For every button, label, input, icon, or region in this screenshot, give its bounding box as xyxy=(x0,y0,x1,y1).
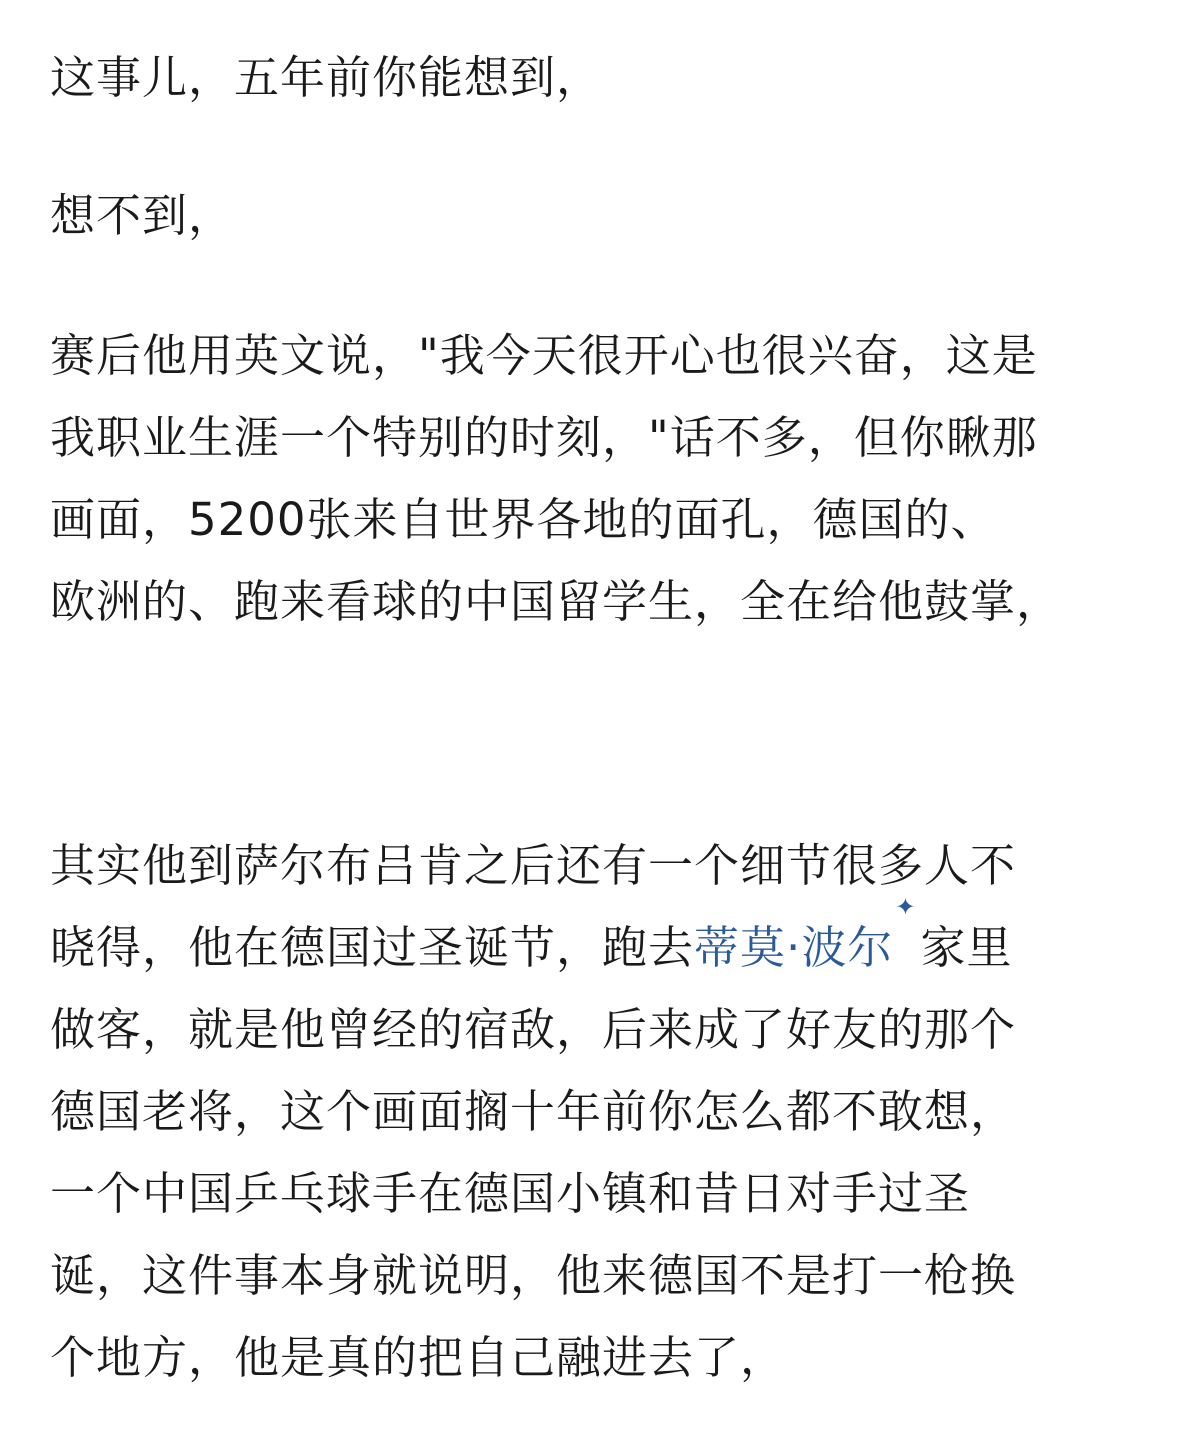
paragraph-3 xyxy=(50,315,1160,643)
paragraph-4 xyxy=(50,825,1160,1399)
paragraph-line: 欧洲的、跑来看球的中国留学生，全在给他鼓掌， xyxy=(50,575,1063,628)
paragraph-line: 个地方，他是真的把自己融进去了， xyxy=(50,1331,787,1384)
paragraph-line: 其实他到萨尔布吕肯之后还有一个细节很多人不 xyxy=(50,839,1017,892)
paragraph-line: 德国老将，这个画面搁十年前你怎么都不敢想， xyxy=(50,1085,1017,1138)
line-text-after-link: 家里 xyxy=(920,921,1013,974)
paragraph-line: 画面，5200张来自世界各地的面孔，德国的、 xyxy=(50,493,997,546)
line-text-before-link: 晓得，他在德国过圣诞节，跑去 xyxy=(50,921,695,974)
paragraph-line-with-link xyxy=(50,893,1160,989)
paragraph-line: 我职业生涯一个特别的时刻，"话不多，但你瞅那 xyxy=(50,411,1038,464)
sparkle-icon[interactable]: ✦ xyxy=(895,893,917,921)
entity-link-timo-boll[interactable]: 蒂莫·波尔 xyxy=(694,921,894,974)
paragraph-line: 想不到， xyxy=(50,189,235,242)
paragraph-line: 赛后他用英文说，"我今天很开心也很兴奋，这是 xyxy=(50,329,1038,382)
paragraph-line: 诞，这件事本身就说明，他来德国不是打一枪换 xyxy=(50,1249,1017,1302)
paragraph-1 xyxy=(50,37,1160,119)
paragraph-line: 做客，就是他曾经的宿敌，后来成了好友的那个 xyxy=(50,1003,1017,1056)
paragraph-line: 一个中国乒乓球手在德国小镇和昔日对手过圣 xyxy=(50,1167,971,1220)
paragraph-2 xyxy=(50,175,1160,257)
paragraph-line: 这事儿，五年前你能想到， xyxy=(50,51,603,104)
